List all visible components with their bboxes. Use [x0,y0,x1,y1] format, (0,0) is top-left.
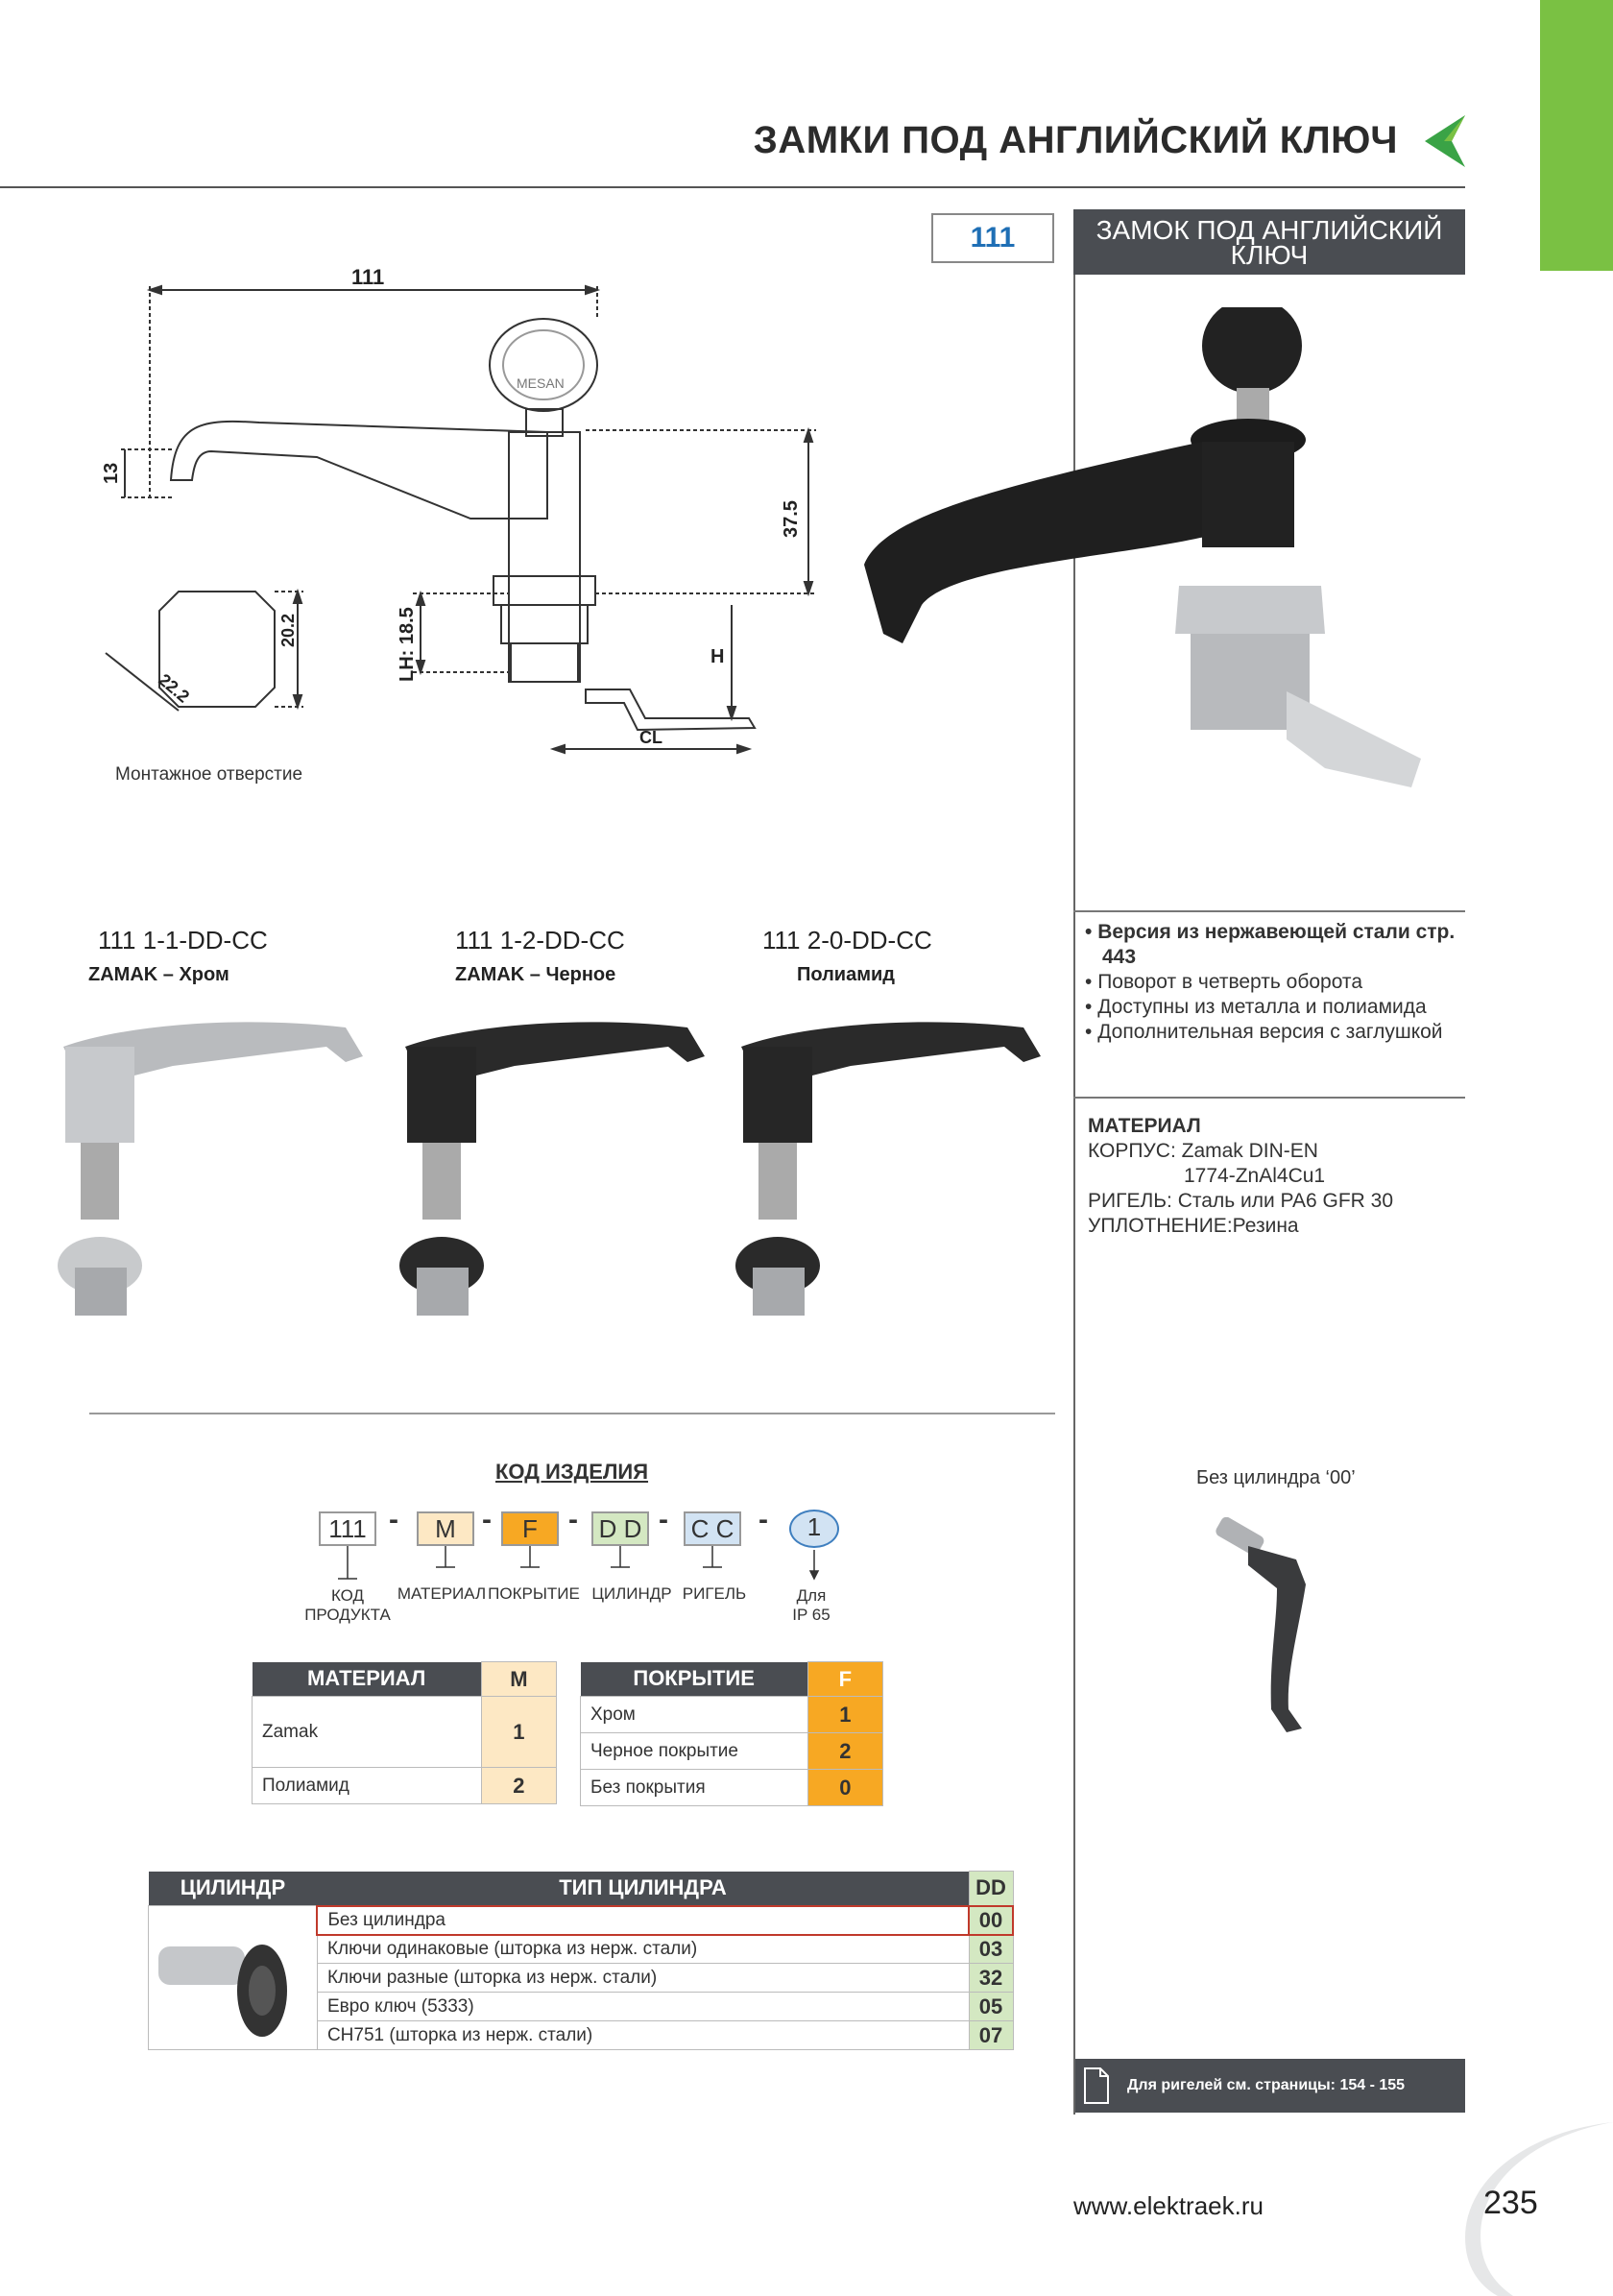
cylinder-row-name: Ключи одинаковые (шторка из нерж. стали) [317,1935,969,1964]
dim-37-5-label: 37.5 [781,500,802,538]
document-icon [1081,2066,1110,2105]
feature-item: • Версия из нержавеющей стали стр. 443 [1085,921,1456,968]
section-divider [89,1413,1055,1414]
technical-drawing [86,259,855,768]
code-dash: - [482,1504,492,1535]
product-code-box: 111 [931,213,1054,263]
material-table-code-header: M [481,1662,556,1697]
material-row-code: 1 [481,1697,556,1768]
code-dash: - [659,1504,668,1535]
dim-cl-label: CL [639,728,662,747]
finish-table-header: ПОКРЫТИЕ [581,1662,808,1697]
finish-row-name: Черное покрытие [581,1733,808,1770]
green-arrow-icon [1423,113,1467,169]
variant-photo-chrome [58,1022,363,1316]
page-title: ЗАМКИ ПОД АНГЛИЙСКИЙ КЛЮЧ [753,119,1398,161]
variant-photo-polyamide [735,1022,1041,1316]
dim-h-label: H [710,646,725,667]
cylinder-photo [149,1908,302,2042]
variant-code: 111 1-1-DD-CC [98,926,268,955]
code-segment-bolt: C C [684,1511,741,1546]
dim-22-2-label: 22.2 [155,669,194,707]
page-number: 235 [1483,2185,1538,2221]
cylinder-row-name: Без цилиндра [317,1906,969,1935]
feature-list [1085,920,1459,1045]
material-row-name: Zamak [253,1697,482,1768]
cylinder-row-code: 05 [969,1993,1013,2021]
code-label-material: МАТЕРИАЛ [397,1584,487,1603]
dim-lh-label: LH: 18.5 [397,607,418,682]
right-column-rule-2 [1073,1097,1465,1099]
feature-item: • Дополнительная версия с заглушкой [1085,1021,1443,1043]
cylinder-table-code-header: DD [969,1872,1013,1906]
product-name-line1: ЗАМОК ПОД АНГЛИЙСКИЙ [1095,215,1443,245]
dim-13-label: 13 [101,462,122,484]
bolts-note-text: Для ригелей см. страницы: 154 - 155 [1127,2077,1406,2093]
cylinder-row-code: 00 [969,1906,1013,1935]
cylinder-row-code: 07 [969,2021,1013,2050]
cylinder-row-name: Евро ключ (5333) [317,1993,969,2021]
code-label-cylinder: ЦИЛИНДР [591,1584,672,1603]
cylinder-row-name: CH751 (шторка из нерж. стали) [317,2021,969,2050]
variant-material: ZAMAK – Хром [88,964,229,985]
cylinder-table-header-type: ТИП ЦИЛИНДРА [317,1872,969,1906]
feature-item: • Доступны из металла и полиамида [1085,996,1427,1018]
material-seal-row: УПЛОТНЕНИЕ:Резина [1088,1215,1299,1237]
code-label-bolt: РИГЕЛЬ [682,1584,747,1603]
product-name-line2: КЛЮЧ [1230,240,1309,270]
finish-row-code: 0 [807,1770,882,1806]
code-segment-product: 111 [319,1511,376,1546]
header-rule [0,186,1465,188]
code-dash: - [389,1504,398,1535]
code-label-ip65: Для IP 65 [792,1586,831,1624]
dim-20-2-label: 20.2 [278,613,298,647]
code-segment-ip65: 1 [789,1510,839,1548]
code-segment-finish: F [501,1511,559,1546]
handle-without-cylinder-photo [1210,1517,1354,1748]
material-info [1088,1114,1453,1239]
variant-photo-black [399,1022,705,1316]
feature-item: • Поворот в четверть оборота [1085,971,1362,993]
variant-photos [58,1008,1056,1344]
finish-table [580,1661,883,1806]
cylinder-row-code: 32 [969,1964,1013,1993]
finish-row-code: 1 [807,1697,882,1733]
finish-row-name: Хром [581,1697,808,1733]
code-dash: - [568,1504,578,1535]
material-body-row: КОРПУС: Zamak DIN-EN [1088,1140,1318,1162]
product-name-box [1073,209,1465,275]
right-column-rule-1 [1073,910,1465,912]
product-photo [845,307,1421,826]
finish-row-name: Без покрытия [581,1770,808,1806]
cylinder-image-cell [149,1906,318,2050]
code-dash: - [758,1504,768,1535]
key-brand-label: MESAN [517,375,565,391]
without-cylinder-caption: Без цилиндра ‘00’ [1196,1467,1356,1488]
material-row-code: 2 [481,1768,556,1804]
material-table [252,1661,557,1804]
cylinder-table-header-left: ЦИЛИНДР [149,1872,318,1906]
product-code-title: КОД ИЗДЕЛИЯ [495,1460,649,1484]
cylinder-row-code: 03 [969,1935,1013,1964]
green-side-tab [1540,0,1613,271]
material-bolt-row: РИГЕЛЬ: Сталь или PA6 GFR 30 [1088,1190,1394,1212]
cylinder-table [148,1871,1014,2050]
code-segment-cylinder: D D [591,1511,649,1546]
finish-row-code: 2 [807,1733,882,1770]
variant-material: Полиамид [797,964,896,985]
website-link[interactable]: www.elektraek.ru [1073,2191,1264,2220]
variant-material: ZAMAK – Черное [455,964,616,985]
material-row-name: Полиамид [253,1768,482,1804]
code-label-finish: ПОКРЫТИЕ [488,1584,580,1603]
code-label-product: КОД ПРОДУКТА [304,1586,391,1624]
bolts-note-bar [1075,2059,1465,2113]
dim-111-label: 111 [351,265,385,289]
variant-code: 111 2-0-DD-CC [762,926,932,955]
material-heading: МАТЕРИАЛ [1088,1115,1201,1137]
variant-code: 111 1-2-DD-CC [455,926,625,955]
material-table-header: МАТЕРИАЛ [253,1662,482,1697]
finish-table-code-header: F [807,1662,882,1697]
cylinder-row-name: Ключи разные (шторка из нерж. стали) [317,1964,969,1993]
code-segment-material: M [417,1511,474,1546]
material-body-row-2: 1774-ZnAl4Cu1 [1184,1165,1326,1187]
mount-hole-caption: Монтажное отверстие [115,764,303,785]
